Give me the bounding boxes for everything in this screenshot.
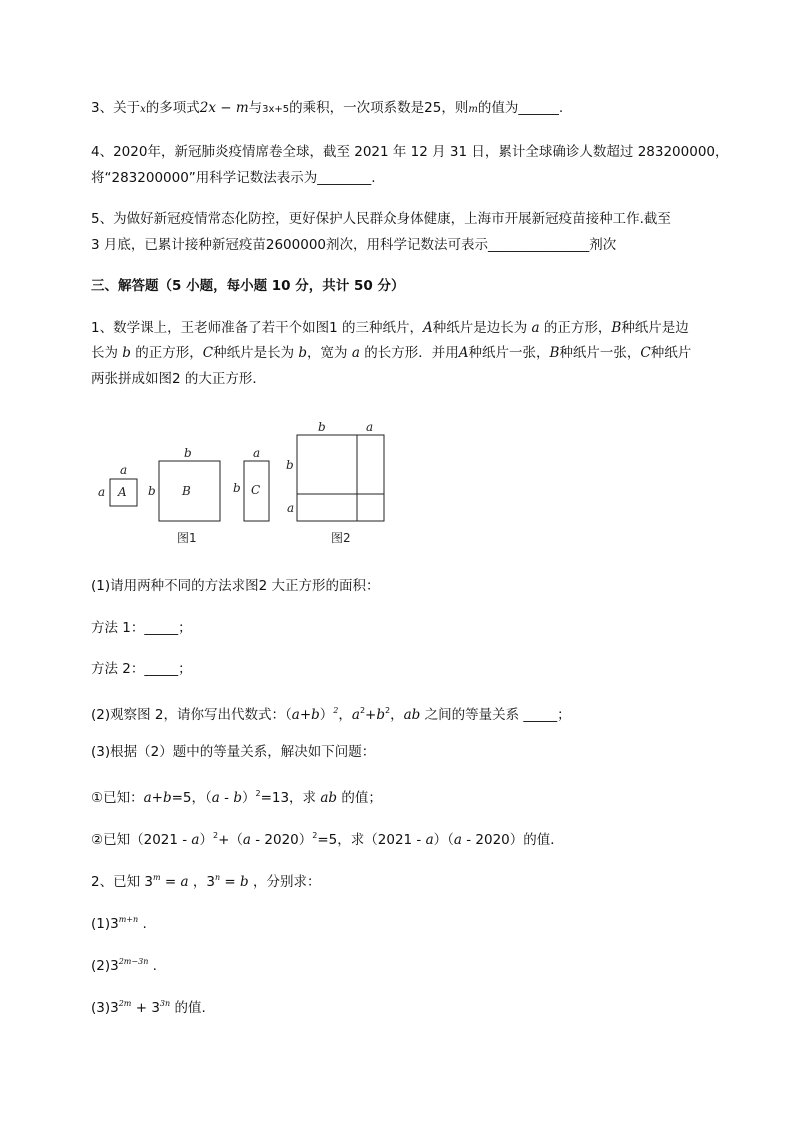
paper-pieces-figure: [0, 416, 794, 556]
p2-text: =: [220, 874, 240, 890]
figure-2-caption: 图2: [331, 531, 351, 545]
sub2-var: ab: [403, 707, 421, 723]
p2-base: 3: [110, 1000, 119, 1016]
item1-var: a+b: [143, 790, 172, 806]
q3-prefix: 3、关于: [91, 100, 141, 116]
sub2-exp: 2: [359, 706, 366, 715]
p1-text: 种纸片: [650, 345, 692, 361]
piece-b-side-label: b: [148, 484, 156, 498]
method-1-blank: 方法 1：_____；: [91, 620, 192, 636]
p1-text: 种纸片一张，: [559, 345, 641, 361]
item2-var: a: [242, 832, 251, 848]
fig2-top-b-label: b: [318, 420, 326, 434]
item2-text: - 2020）的值．: [461, 832, 564, 848]
item1-text: =13，求: [260, 790, 321, 806]
method-2-blank: 方法 2：_____；: [91, 661, 192, 677]
p1-text: 的正方形，: [130, 345, 203, 361]
item1-text: ①已知：: [91, 790, 144, 806]
q3-mid1: 的多项式: [145, 100, 200, 116]
p1-var: B: [611, 320, 622, 336]
question-4-line1: 4、2020年，新冠肺炎疫情席卷全球，截至 2021 年 12 月 31 日，累计全球确诊人数超过 283200000，: [91, 144, 729, 160]
p2-text: .: [148, 958, 157, 974]
p1-var: A: [458, 345, 469, 361]
figure-1-caption: 图1: [177, 531, 197, 545]
problem-1-line2: [91, 343, 691, 363]
item2-var: a: [453, 832, 462, 848]
sub2-text: 之间的等量关系 _____；: [420, 707, 571, 723]
piece-a-top-label: a: [120, 463, 128, 477]
item1-var: ab: [320, 790, 338, 806]
q3-mid3: 的乘积，一次项系数是25，则: [289, 100, 469, 116]
sub-question-1: (1)请用两种不同的方法求图2 大正方形的面积：: [91, 578, 380, 594]
piece-b-top-label: b: [184, 446, 192, 460]
p1-text: 种纸片是边: [621, 320, 689, 336]
p2-text: .: [138, 916, 147, 932]
fig2-outer-square: [297, 435, 384, 521]
item2-text: ）: [199, 832, 213, 848]
sub2-text: ，: [390, 707, 404, 723]
p2-text: ，分别求：: [248, 874, 321, 890]
question-5-line2: 3 月底，已累计接种新冠疫苗2600000剂次，用科学记数法可表示_______________剂次: [91, 237, 617, 253]
item1-var: b: [233, 790, 242, 806]
p1-text: 的正方形，: [539, 320, 612, 336]
p1-var: A: [422, 320, 433, 336]
p1-var: B: [549, 345, 560, 361]
q3-expr2: 3x+5: [262, 104, 290, 115]
p2-text: (2): [91, 958, 111, 974]
p2-text: =: [160, 874, 181, 890]
piece-c-top-label: a: [253, 446, 261, 460]
problem-2-part-3: [91, 994, 206, 1018]
problem-1-line1: [91, 318, 689, 338]
problem-2-part-2: [91, 952, 157, 976]
problem-2-intro: [91, 868, 320, 892]
p2-base: 3: [110, 958, 119, 974]
p2-base: 3: [144, 874, 153, 890]
sub2-exp: 2: [333, 706, 339, 715]
q3-mid2: 与: [248, 100, 263, 116]
p1-var: b: [298, 345, 308, 361]
piece-c-side-label: b: [233, 481, 241, 495]
p1-var: C: [640, 345, 651, 361]
p1-var: C: [202, 345, 214, 361]
q3-suffix: 的值为______.: [477, 100, 564, 116]
sub2-var: a: [351, 707, 360, 723]
p2-exp: m: [152, 873, 161, 882]
sub2-text: +: [365, 707, 377, 723]
p2-base: 3: [206, 874, 215, 890]
p2-exp: 2m: [118, 999, 132, 1008]
item1-exp: 2: [255, 789, 261, 798]
p1-var: a: [351, 345, 360, 361]
item1-text: 的值；: [337, 790, 382, 806]
question-5-line1: 5、为做好新冠疫情常态化防控，更好保护人民群众身体健康，上海市开展新冠疫苗接种工作.截至: [91, 211, 671, 227]
p2-text: (1): [91, 916, 111, 932]
p2-exp: m+n: [118, 915, 139, 924]
q3-expr1: 2x − m: [199, 100, 249, 116]
piece-b-name: B: [182, 484, 191, 498]
p1-text: 1、数学课上，王老师准备了若干个如图1 的三种纸片，: [91, 320, 423, 336]
p1-text: 长为: [91, 345, 123, 361]
sub2-text: ）: [319, 707, 334, 723]
sub2-text: (2)观察图 2，请你写出代数式：（: [91, 707, 292, 723]
p2-text: +: [131, 1000, 152, 1016]
item2-exp: 2: [212, 831, 219, 840]
question-3: [91, 98, 563, 120]
sub2-text: ，: [338, 707, 352, 723]
item2-text: - 2020）: [250, 832, 313, 848]
item2-text: =5，求（2021 -: [317, 832, 426, 848]
item2-var: a: [425, 832, 434, 848]
p1-text: 的长方形．并用: [359, 345, 459, 361]
item2-text: ）（: [433, 832, 454, 848]
piece-a-side-label: a: [98, 485, 106, 499]
section-3-heading: 三、解答题（5 小题，每小题 10 分，共计 50 分）: [91, 278, 405, 294]
sub-question-2: [91, 701, 571, 725]
sub2-exp: 2: [385, 706, 391, 715]
item1-var: a: [211, 790, 220, 806]
sub-item-1: [91, 784, 382, 808]
q3-var-m: m: [468, 104, 478, 115]
p1-text: 种纸片是长为: [213, 345, 299, 361]
p2-text: 2、已知: [91, 874, 145, 890]
item1-text: -: [219, 790, 234, 806]
p2-var: a: [180, 874, 189, 890]
item2-text: ②已知（2021 -: [91, 832, 192, 848]
problem-1-line3: 两张拼成如图2 的大正方形．: [91, 371, 266, 387]
p2-text: ，: [188, 874, 207, 890]
item2-var: a: [191, 832, 200, 848]
p2-text: (3): [91, 1000, 111, 1016]
sub-item-2: [91, 826, 564, 850]
p2-exp: 2m−3n: [118, 957, 149, 966]
p2-text: 的值.: [170, 1000, 206, 1016]
fig2-top-a-label: a: [366, 420, 374, 434]
p2-base: 3: [151, 1000, 160, 1016]
p1-text: ，宽为: [307, 345, 352, 361]
problem-2-part-1: [91, 910, 147, 934]
sub-question-3: (3)根据（2）题中的等量关系，解决如下问题：: [91, 744, 376, 760]
p2-exp: n: [214, 873, 221, 882]
p2-base: 3: [110, 916, 119, 932]
item2-exp: 2: [312, 831, 318, 840]
p1-text: 种纸片是边长为: [432, 320, 532, 336]
p1-var: a: [531, 320, 540, 336]
item1-text: ）: [241, 790, 256, 806]
p1-text: 种纸片一张，: [468, 345, 550, 361]
question-4-line2: 将“283200000”用科学记数法表示为________.: [91, 170, 376, 186]
fig2-side-b-label: b: [286, 458, 294, 472]
piece-c-name: C: [251, 483, 261, 497]
sub2-var: b: [376, 707, 385, 723]
item1-text: =5，（: [171, 790, 212, 806]
p2-var: b: [240, 874, 249, 890]
q3-var-x: x: [140, 104, 146, 115]
item2-text: +（: [218, 832, 243, 848]
sub2-var: a+b: [291, 707, 320, 723]
fig2-side-a-label: a: [287, 501, 295, 515]
piece-a-name: A: [118, 485, 127, 499]
p1-var: b: [122, 345, 131, 361]
p2-exp: 3n: [159, 999, 171, 1008]
